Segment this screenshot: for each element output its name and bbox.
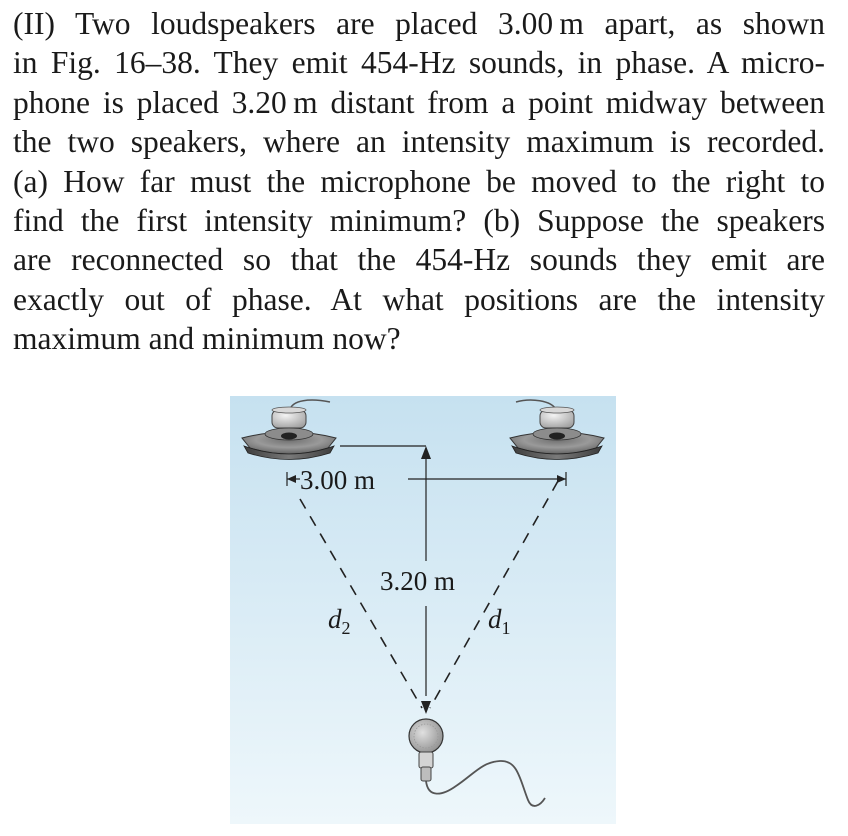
problem-text <box>13 4 825 359</box>
problem-line-6: find the first intensity minimum? (b) Suppose the speakers <box>13 203 825 239</box>
problem-line-2: in Fig. 16–38. They emit 454-Hz sounds, in phase. A micro- <box>13 45 825 81</box>
figure-16-38 <box>230 396 616 824</box>
problem-line-8: exactly out of phase. At what positions are the intensity <box>13 281 825 317</box>
separation-label: 3.00 m <box>300 465 376 495</box>
problem-line-9: maximum and minimum now? <box>13 321 401 357</box>
distance-label: 3.20 m <box>380 566 456 596</box>
problem-line-1: (II) Two loudspeakers are placed 3.00 m apart, as shown <box>13 6 825 41</box>
problem-line-7: are reconnected so that the 454-Hz sounds they emit are <box>13 242 825 278</box>
d1-label: $d_1$ <box>488 604 511 638</box>
d2-label: $d_2$ <box>328 604 351 638</box>
problem-line-4: the two speakers, where an intensity maximum is recorded. <box>13 124 825 160</box>
problem-line-3: phone is placed 3.20 m distant from a point midway between <box>13 84 825 120</box>
problem-line-5: (a) How far must the microphone be moved to the right to <box>13 163 825 199</box>
